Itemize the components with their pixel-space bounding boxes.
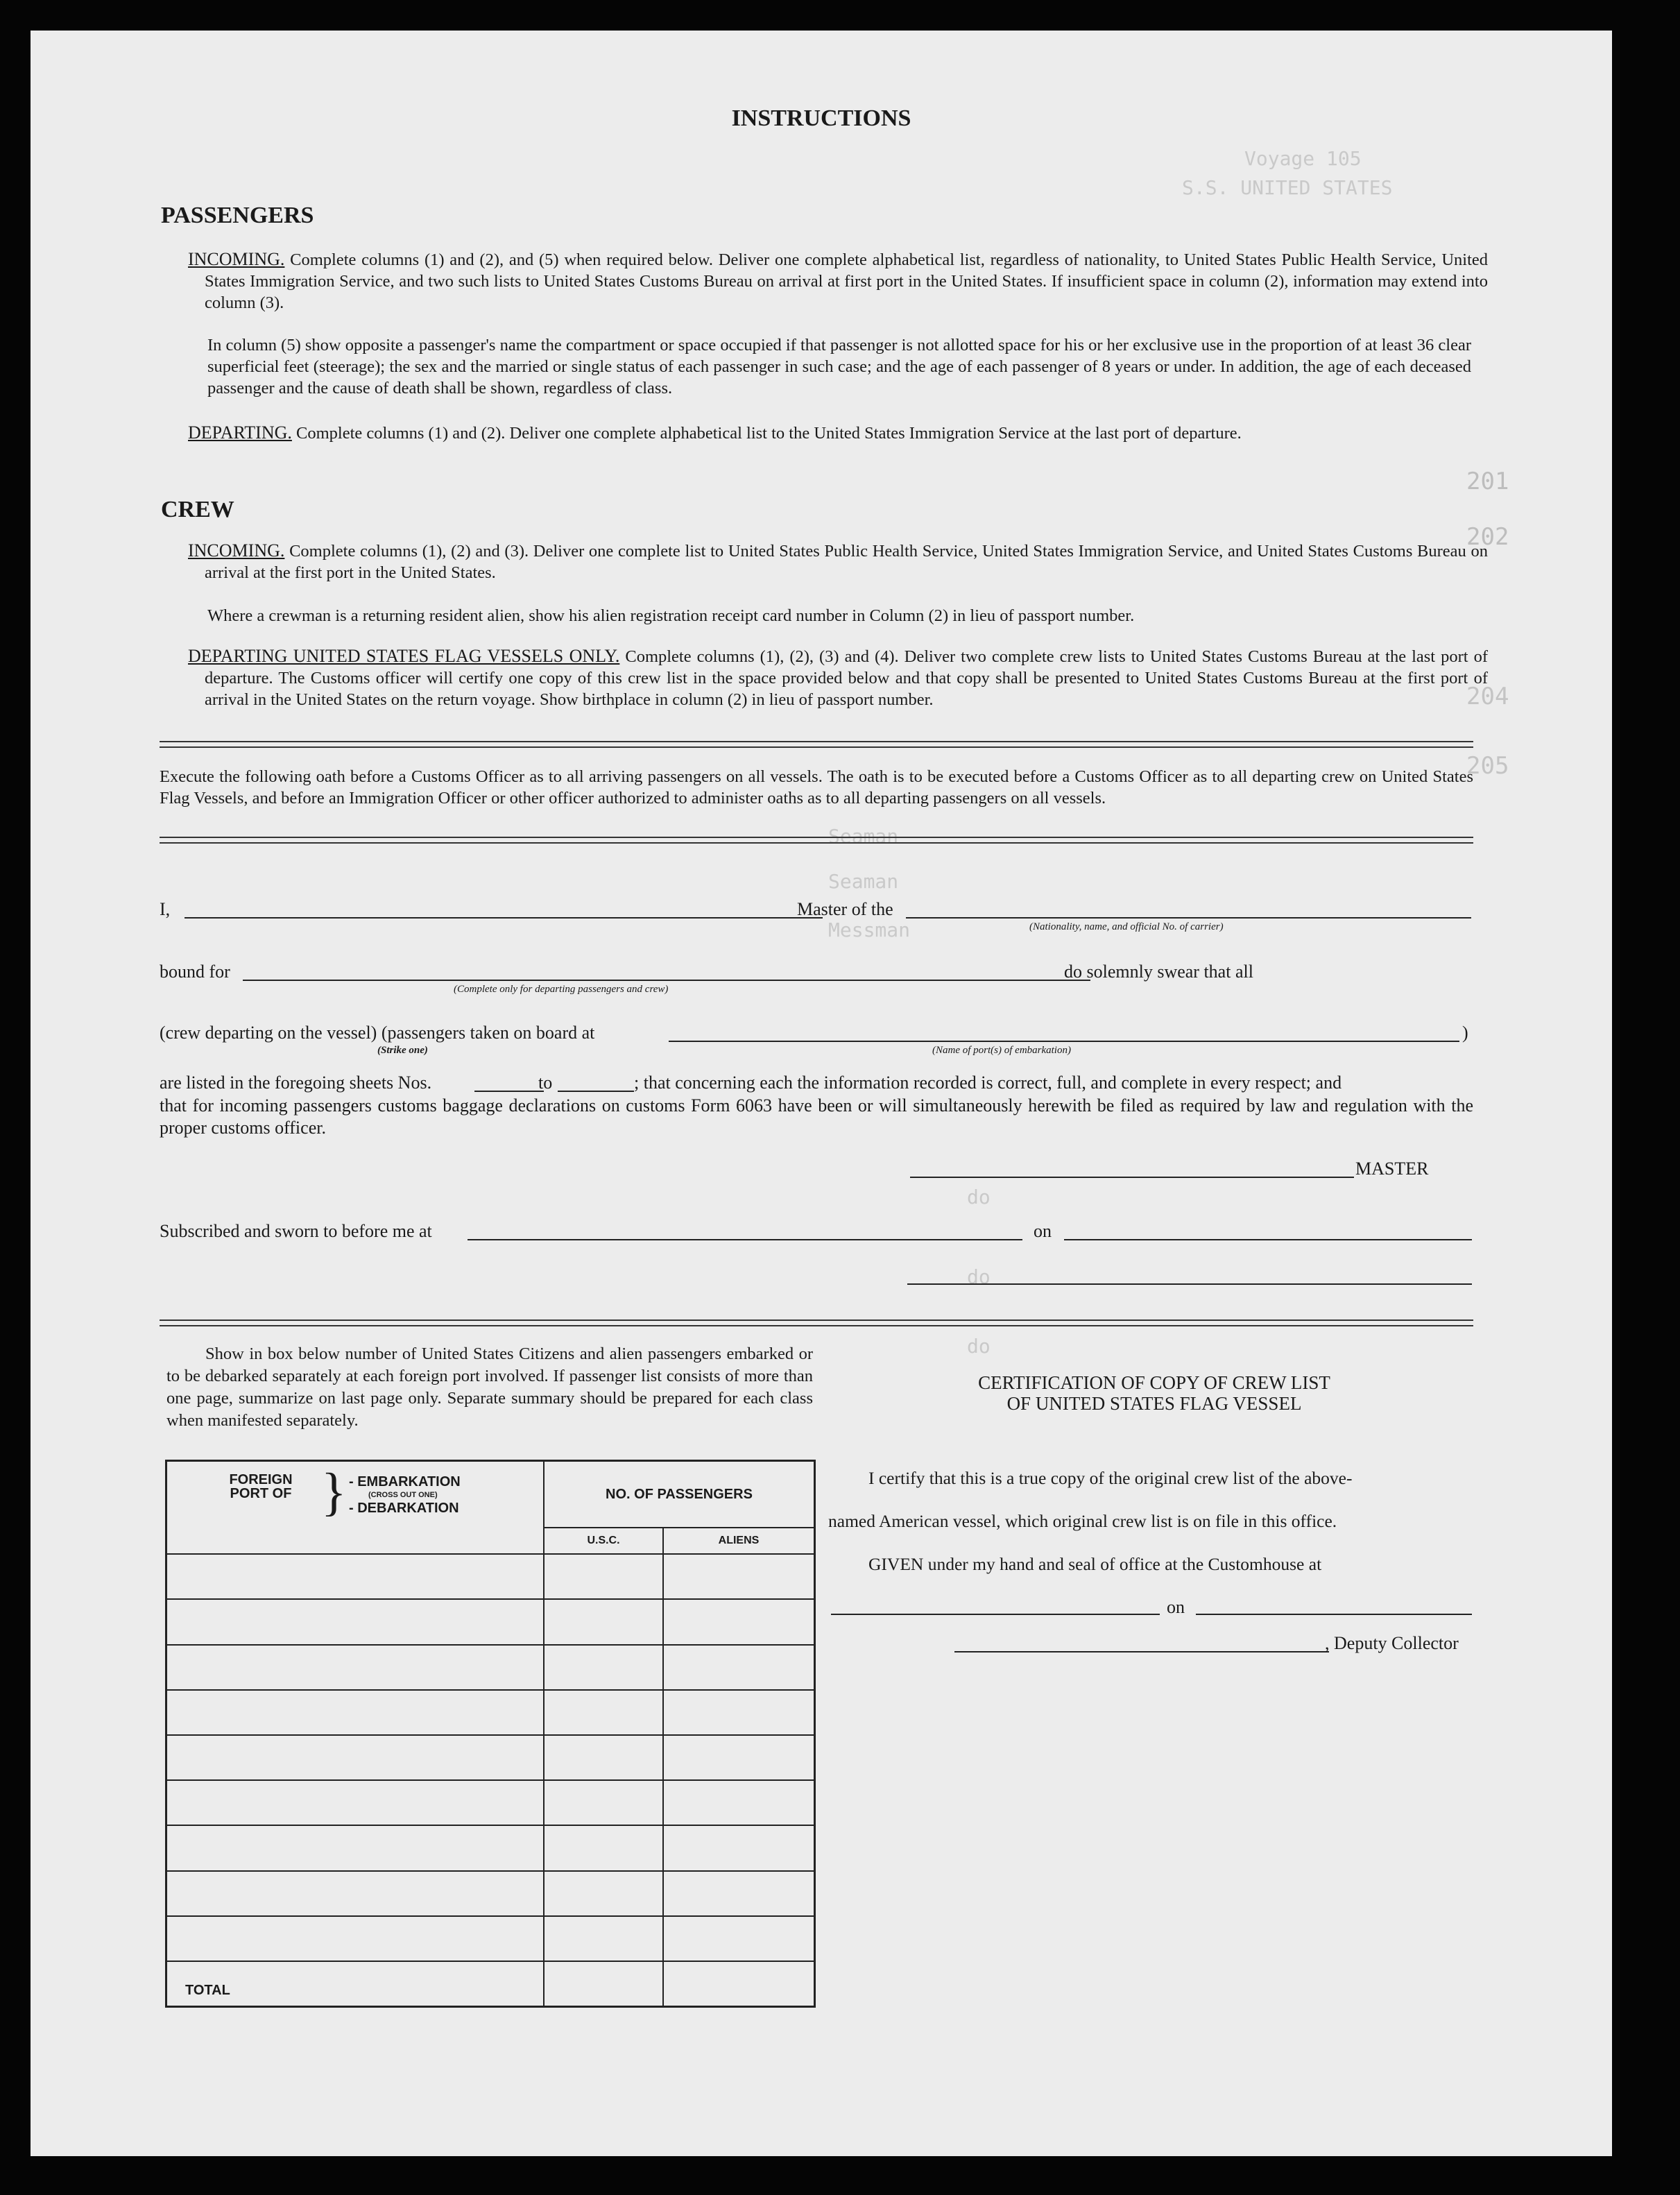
usc-header: [544, 1528, 663, 1554]
bleed-through-text: Voyage 105: [1244, 147, 1362, 170]
bleed-through-text: 201: [1466, 468, 1509, 495]
summary-row: [166, 1645, 815, 1690]
port-cell[interactable]: [166, 1599, 545, 1644]
bound-for-field[interactable]: [243, 980, 1090, 981]
aliens-total-cell[interactable]: [663, 1961, 815, 2006]
master-signature-field[interactable]: [910, 1177, 1354, 1178]
port-cell[interactable]: [166, 1780, 545, 1825]
aliens-cell[interactable]: [663, 1780, 815, 1825]
sheet-from-field[interactable]: [474, 1091, 544, 1092]
certification-text-1: I certify that this is a true copy of the original crew list of the above-: [868, 1468, 1353, 1488]
usc-label: U.S.C.: [587, 1535, 620, 1547]
given-label: GIVEN under my hand and seal of office at the Customhouse at: [868, 1554, 1322, 1574]
certification-heading-line-1: CERTIFICATION OF COPY OF CREW LIST: [978, 1372, 1330, 1393]
bleed-through-text: 204: [1466, 683, 1509, 710]
port-cell[interactable]: [166, 1554, 545, 1599]
swear-label: do solemnly swear that all: [1064, 962, 1253, 982]
crew-incoming-text: Complete columns (1), (2) and (3). Deliver one complete list to United States Public Health Service, United States Immigration Service, and United States Customs Bureau on arrival at the first port in the United States.: [205, 542, 1488, 582]
port-cell[interactable]: [166, 1645, 545, 1690]
bleed-through-text: Seaman: [828, 870, 899, 893]
aliens-cell[interactable]: [663, 1871, 815, 1916]
port-cell[interactable]: [166, 1825, 545, 1870]
section-divider: [160, 1319, 1473, 1326]
no-of-passengers-header: [544, 1461, 815, 1528]
usc-cell[interactable]: [544, 1735, 663, 1780]
customhouse-field[interactable]: [831, 1614, 1160, 1615]
summary-row: [166, 1871, 815, 1916]
summary-row: [166, 1554, 815, 1599]
listed-label-c: that for incoming passengers customs baggage declarations on customs Form 6063 have been or will simultaneously herewith be filed as required by law and regulation with the proper customs officer.: [160, 1095, 1473, 1138]
sworn-on-label: on: [1034, 1221, 1052, 1241]
foreign-port-label: FOREIGN PORT OF: [229, 1472, 293, 1501]
summary-total-row: [166, 1961, 815, 2006]
usc-cell[interactable]: [544, 1871, 663, 1916]
master-name-field[interactable]: [185, 917, 823, 919]
close-paren: ): [1462, 1023, 1468, 1043]
summary-row: [166, 1825, 815, 1870]
passengers-column5-paragraph: In column (5) show opposite a passenger's name the compartment or space occupied if that passenger is not allotted space for his or her exclusive use in the proportion of at least 36 clear superficial feet (steerage); the sex and the married or single status of each passenger in such case; and the age of each passenger of 8 years or under. In addition, the age of each deceased passenger and the cause of death shall be shown, regardless of class.: [207, 336, 1471, 398]
passengers-incoming-text: Complete columns (1) and (2), and (5) when required below. Deliver one complete alphabetical list, regardless of nationality, to United States Public Health Service, United States Immigration Service, and two such lists to United States Customs Bureau on arrival at first port in the United States. If insufficient space in column (2), information may extend into column (3).: [205, 250, 1488, 312]
crew-alien-paragraph: Where a crewman is a returning resident alien, show his alien registration receipt card number in Column (2) in lieu of passport number.: [207, 606, 1135, 625]
total-label: TOTAL: [185, 1983, 230, 1998]
crew-incoming-lead: INCOMING.: [188, 540, 285, 561]
brace-glyph: }: [321, 1463, 347, 1521]
crew-passengers-label: (crew departing on the vessel) (passengers taken on board at: [160, 1023, 595, 1043]
certification-text-2: named American vessel, which original crew list is on file in this office.: [828, 1511, 1337, 1531]
crew-heading: CREW: [161, 497, 234, 522]
aliens-label: ALIENS: [718, 1535, 760, 1547]
carrier-note: (Nationality, name, and official No. of carrier): [1029, 921, 1224, 932]
subscribed-label: Subscribed and sworn to before me at: [160, 1221, 432, 1241]
usc-cell[interactable]: [544, 1916, 663, 1961]
deputy-collector-label: , Deputy Collector: [1325, 1633, 1459, 1653]
section-divider: [160, 741, 1473, 748]
master-signature-label: MASTER: [1355, 1159, 1429, 1179]
embarkation-port-note: (Name of port(s) of embarkation): [932, 1045, 1071, 1056]
bleed-through-text: do: [967, 1186, 991, 1208]
total-cell: [166, 1961, 545, 2006]
oath-intro-paragraph: Execute the following oath before a Customs Officer as to all arriving passengers on all vessels. The oath is to be executed before a Customs Officer as to all departing crew on United States Flag Vessels, and before an Immigration Officer or other officer authorized to administer oaths as to all departing passengers on all vessels.: [160, 767, 1473, 808]
bleed-through-text: do: [967, 1265, 991, 1288]
bleed-through-text: 202: [1466, 523, 1509, 551]
port-cell[interactable]: [166, 1690, 545, 1735]
aliens-cell[interactable]: [663, 1916, 815, 1961]
aliens-cell[interactable]: [663, 1645, 815, 1690]
sworn-date-field[interactable]: [1064, 1239, 1472, 1240]
debarkation-label: - DEBARKATION: [349, 1501, 459, 1516]
bleed-through-text: S.S. UNITED STATES: [1182, 176, 1393, 199]
oath-i-label: I,: [160, 899, 171, 919]
usc-total-cell[interactable]: [544, 1961, 663, 2006]
aliens-cell[interactable]: [663, 1599, 815, 1644]
cert-date-field[interactable]: [1196, 1614, 1472, 1615]
crew-departing-text: Complete columns (1), (2), (3) and (4). Deliver two complete crew lists to United States Customs Bureau at the last port of departure. The Customs officer will certify one copy of this crew list in the space provided below and that copy shall be presented to United States Customs Bureau at the first port of arrival in the United States on the return voyage. Show birthplace in column (2) in lieu of passport number.: [205, 647, 1488, 709]
cert-on-label: on: [1167, 1597, 1185, 1617]
bound-for-note: (Complete only for departing passengers and crew): [454, 984, 669, 995]
summary-row: [166, 1690, 815, 1735]
listed-label-b: ; that concerning each the information recorded is correct, full, and complete in every respect; and: [634, 1073, 1342, 1093]
bound-for-label: bound for: [160, 962, 230, 982]
form-page: [31, 31, 1612, 2156]
bleed-through-text: do: [967, 1335, 991, 1358]
usc-cell[interactable]: [544, 1825, 663, 1870]
passengers-departing-lead: DEPARTING.: [188, 422, 292, 443]
section-divider: [160, 837, 1473, 844]
aliens-cell[interactable]: [663, 1690, 815, 1735]
certification-heading: [835, 1372, 1473, 1414]
strike-one-note: (Strike one): [377, 1045, 428, 1056]
crew-departing-paragraph: [188, 645, 1488, 710]
summary-row: [166, 1916, 815, 1961]
summary-header-row: [166, 1461, 815, 1528]
passengers-heading: PASSENGERS: [161, 203, 314, 228]
usc-cell[interactable]: [544, 1554, 663, 1599]
usc-cell[interactable]: [544, 1690, 663, 1735]
sworn-place-field[interactable]: [468, 1239, 1022, 1240]
deputy-signature-field[interactable]: [954, 1651, 1329, 1652]
passengers-departing-paragraph: [188, 422, 1488, 444]
certification-heading-line-2: OF UNITED STATES FLAG VESSEL: [1006, 1393, 1302, 1414]
cross-out-one-label: (CROSS OUT ONE): [368, 1491, 438, 1499]
aliens-header: [663, 1528, 815, 1554]
summary-row: [166, 1599, 815, 1644]
aliens-cell[interactable]: [663, 1554, 815, 1599]
listed-label-a: are listed in the foregoing sheets Nos.: [160, 1073, 432, 1093]
embarkation-label: - EMBARKATION: [349, 1474, 461, 1489]
aliens-cell[interactable]: [663, 1825, 815, 1870]
crew-departing-lead: DEPARTING UNITED STATES FLAG VESSELS ONLY.: [188, 646, 620, 666]
port-cell[interactable]: [166, 1916, 545, 1961]
usc-cell[interactable]: [544, 1645, 663, 1690]
summary-row: [166, 1735, 815, 1780]
officer-signature-field[interactable]: [907, 1283, 1472, 1285]
usc-cell[interactable]: [544, 1780, 663, 1825]
passengers-incoming-lead: INCOMING.: [188, 249, 285, 269]
usc-cell[interactable]: [544, 1599, 663, 1644]
bleed-through-text: 205: [1466, 752, 1509, 780]
port-cell[interactable]: [166, 1735, 545, 1780]
carrier-field[interactable]: [906, 917, 1471, 919]
passengers-incoming-paragraph: [188, 248, 1488, 314]
crew-incoming-paragraph: [188, 540, 1488, 583]
no-of-passengers-label: NO. OF PASSENGERS: [606, 1486, 753, 1502]
passenger-summary-table: [165, 1460, 816, 2008]
passengers-departing-text: Complete columns (1) and (2). Deliver one complete alphabetical list to the United States Immigration Service at the last port of departure.: [291, 424, 1242, 443]
listed-to-label: to: [538, 1073, 553, 1093]
page-title: INSTRUCTIONS: [731, 105, 911, 131]
bleed-through-text: Seaman: [828, 825, 899, 848]
port-cell[interactable]: [166, 1871, 545, 1916]
master-of-label: Master of the: [797, 899, 893, 919]
aliens-cell[interactable]: [663, 1735, 815, 1780]
foreign-port-header: [166, 1461, 545, 1555]
summary-row: [166, 1780, 815, 1825]
sheet-to-field[interactable]: [558, 1091, 634, 1092]
embarkation-port-field[interactable]: [669, 1041, 1459, 1042]
bleed-through-text: Messman: [828, 919, 911, 941]
summary-instructions: Show in box below number of United States Citizens and alien passengers embarked or to be debarked separately at each foreign port involved. If passenger list consists of more than one page, summarize on last page only. Separate summary should be prepared for each class when manifested separately.: [166, 1344, 813, 1430]
